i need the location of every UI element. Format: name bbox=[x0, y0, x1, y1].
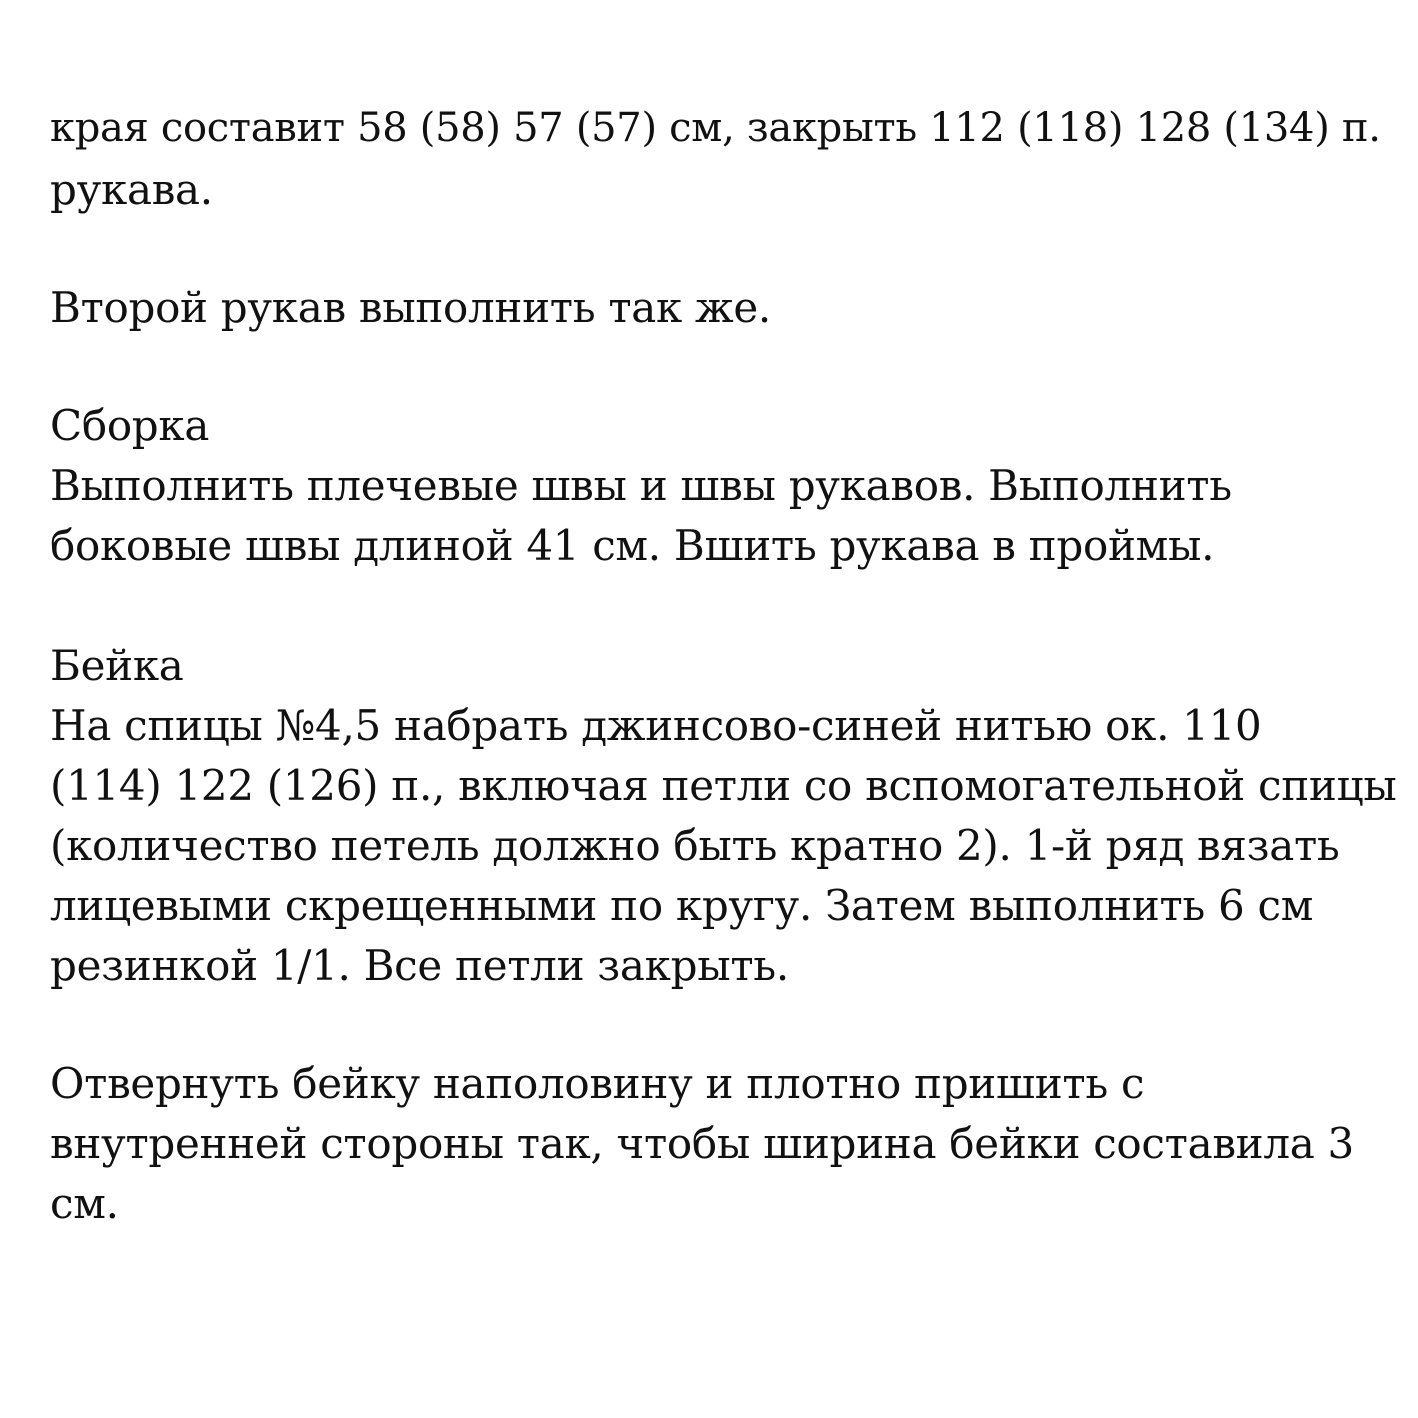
paragraph-final-line-3: см. bbox=[50, 1179, 119, 1228]
section-assembly-line-2: боковые швы длиной 41 см. Вшить рукава в проймы. bbox=[50, 521, 1215, 570]
paragraph-1-line-2: рукава. bbox=[50, 165, 213, 214]
section-assembly-line-1: Выполнить плечевые швы и швы рукавов. Выполнить bbox=[50, 461, 1232, 510]
section-binding-line-1: На спицы №4,5 набрать джинсово-синей нитью ок. 110 bbox=[50, 701, 1262, 750]
paragraph-1-line-1: края составит 58 (58) 57 (57) см, закрыть 112 (118) 128 (134) п. bbox=[50, 105, 1381, 151]
section-binding-heading: Бейка bbox=[50, 641, 184, 690]
section-binding-line-2: (114) 122 (126) п., включая петли со вспомогательной спицы bbox=[50, 761, 1397, 810]
section-binding-line-3: (количество петель должно быть кратно 2). 1-й ряд вязать bbox=[50, 821, 1340, 870]
paragraph-final-line-2: внутренней стороны так, чтобы ширина бейки составила 3 bbox=[50, 1119, 1354, 1168]
paragraph-2-line-1: Второй рукав выполнить так же. bbox=[50, 283, 771, 332]
section-binding-line-4: лицевыми скрещенными по кругу. Затем выполнить 6 см bbox=[50, 881, 1314, 930]
section-assembly-heading: Сборка bbox=[50, 401, 210, 450]
section-binding-line-5: резинкой 1/1. Все петли закрыть. bbox=[50, 941, 789, 990]
paragraph-final-line-1: Отвернуть бейку наполовину и плотно пришить с bbox=[50, 1059, 1145, 1108]
